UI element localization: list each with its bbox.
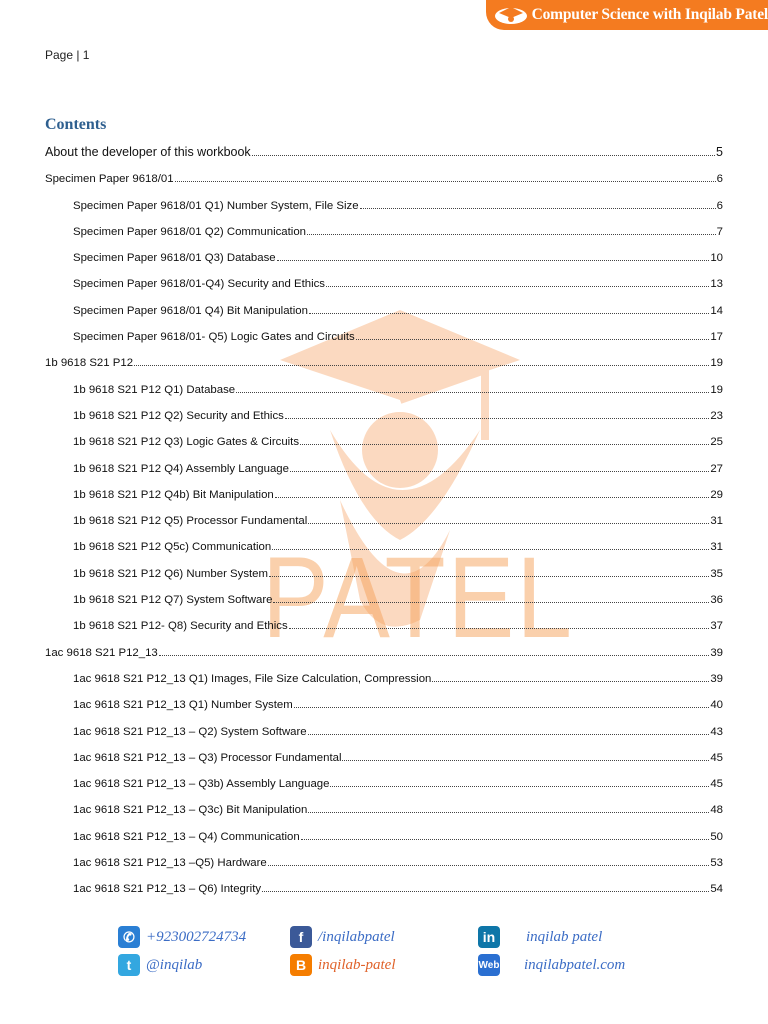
toc-dot-leader: [342, 760, 709, 761]
toc-entry-page: 40: [710, 699, 723, 712]
toc-entry-title: About the developer of this workbook: [45, 145, 251, 159]
toc-entry-page: 14: [710, 304, 723, 317]
toc-entry-title: 1b 9618 S21 P12 Q4b) Bit Manipulation: [73, 488, 274, 501]
toc-entry[interactable]: [45, 870, 723, 896]
web-text: inqilabpatel.com: [524, 956, 626, 973]
banner-title: Computer Science with Inqilab Patel: [531, 6, 768, 23]
toc-dot-leader: [308, 812, 709, 813]
toc-entry-page: 35: [710, 567, 723, 580]
toc-dot-leader: [300, 444, 709, 445]
toc-entry-page: 43: [710, 725, 723, 738]
toc-dot-leader: [262, 891, 709, 892]
linkedin-text: inqilab patel: [526, 928, 603, 945]
toc-entry-title: 1b 9618 S21 P12 Q3) Logic Gates & Circuits: [73, 436, 300, 449]
toc-entry-title: Specimen Paper 9618/01- Q5) Logic Gates and Circuits: [73, 331, 355, 344]
toc-dot-leader: [269, 576, 709, 577]
toc-entry-page: 39: [710, 672, 723, 685]
toc-entry-title: 1ac 9618 S21 P12_13 – Q4) Communication: [73, 830, 300, 843]
toc-entry-page: 10: [710, 252, 723, 265]
toc-dot-leader: [330, 786, 709, 787]
blogger-contact[interactable]: [290, 954, 396, 976]
toc-entry-page: 27: [710, 462, 723, 475]
toc-entry-page: 7: [716, 225, 723, 238]
toc-dot-leader: [268, 865, 710, 866]
toc-dot-leader: [273, 602, 709, 603]
toc-dot-leader: [294, 707, 710, 708]
toc-dot-leader: [290, 471, 709, 472]
toc-entry[interactable]: [45, 213, 723, 239]
graduate-logo-icon: [490, 1, 532, 29]
toc-dot-leader: [309, 313, 709, 314]
toc-entry-title: 1b 9618 S21 P12 Q1) Database: [73, 383, 236, 396]
facebook-icon: f: [290, 926, 312, 948]
toc-entry-title: 1ac 9618 S21 P12_13 – Q3b) Assembly Language: [73, 778, 330, 791]
toc-entry[interactable]: [45, 186, 723, 212]
toc-entry-page: 23: [710, 409, 723, 422]
toc-entry-title: Specimen Paper 9618/01 Q3) Database: [73, 252, 276, 265]
twitter-contact[interactable]: [118, 954, 202, 976]
footer-contacts: [118, 922, 678, 978]
toc-entry-page: 39: [710, 646, 723, 659]
toc-entry-page: 48: [710, 804, 723, 817]
linkedin-contact[interactable]: [478, 926, 602, 948]
toc-entry-title: 1b 9618 S21 P12 Q5) Processor Fundamental: [73, 515, 308, 528]
watermark-text: PATEL: [262, 533, 574, 663]
toc-dot-leader: [236, 392, 709, 393]
toc-entry-page: 25: [710, 436, 723, 449]
toc-entry[interactable]: [45, 791, 723, 817]
toc-entry[interactable]: [45, 318, 723, 344]
facebook-text: /inqilabpatel: [318, 928, 395, 945]
toc-dot-leader: [285, 418, 709, 419]
toc-dot-leader: [307, 234, 716, 235]
toc-entry[interactable]: [45, 140, 723, 160]
toc-dot-leader: [289, 628, 710, 629]
toc-entry[interactable]: [45, 160, 723, 186]
toc-dot-leader: [308, 523, 709, 524]
toc-entry-page: 53: [710, 857, 723, 870]
web-contact[interactable]: [478, 954, 625, 976]
toc-entry-page: 50: [710, 830, 723, 843]
toc-entry[interactable]: [45, 502, 723, 528]
toc-entry-page: 31: [710, 541, 723, 554]
web-icon: Web: [478, 954, 500, 976]
toc-entry[interactable]: [45, 449, 723, 475]
toc-entry-title: 1b 9618 S21 P12 Q7) System Software: [73, 594, 273, 607]
toc-entry-title: 1b 9618 S21 P12: [45, 357, 134, 370]
toc-entry[interactable]: [45, 528, 723, 554]
toc-entry-title: Specimen Paper 9618/01: [45, 173, 174, 186]
toc-entry[interactable]: [45, 265, 723, 291]
toc-entry[interactable]: [45, 607, 723, 633]
table-of-contents: [45, 140, 723, 896]
toc-entry-title: 1ac 9618 S21 P12_13 Q1) Images, File Size Calculation, Compression: [73, 672, 432, 685]
toc-entry-page: 37: [710, 620, 723, 633]
header-banner: [486, 0, 768, 30]
phone-text: +923002724734: [146, 928, 247, 945]
toc-entry-title: 1b 9618 S21 P12- Q8) Security and Ethics: [73, 620, 288, 633]
toc-entry[interactable]: [45, 370, 723, 396]
toc-entry[interactable]: [45, 660, 723, 686]
toc-dot-leader: [432, 681, 709, 682]
toc-entry-title: 1b 9618 S21 P12 Q2) Security and Ethics: [73, 409, 284, 422]
toc-entry[interactable]: [45, 423, 723, 449]
toc-entry[interactable]: [45, 554, 723, 580]
toc-dot-leader: [159, 655, 710, 656]
toc-entry-page: 54: [710, 883, 723, 896]
toc-entry-title: 1b 9618 S21 P12 Q4) Assembly Language: [73, 462, 289, 475]
toc-dot-leader: [252, 155, 715, 156]
toc-entry[interactable]: [45, 581, 723, 607]
toc-entry[interactable]: [45, 765, 723, 791]
toc-entry[interactable]: [45, 686, 723, 712]
toc-dot-leader: [326, 286, 709, 287]
toc-entry-title: 1b 9618 S21 P12 Q6) Number System: [73, 567, 269, 580]
toc-dot-leader: [275, 497, 710, 498]
toc-dot-leader: [272, 549, 709, 550]
toc-entry[interactable]: [45, 633, 723, 659]
toc-entry-page: 19: [710, 383, 723, 396]
toc-entry-title: Specimen Paper 9618/01 Q4) Bit Manipulation: [73, 304, 308, 317]
toc-entry-page: 29: [710, 488, 723, 501]
toc-entry[interactable]: [45, 476, 723, 502]
twitter-text: @inqilab: [146, 956, 203, 973]
toc-dot-leader: [301, 839, 710, 840]
toc-entry[interactable]: [45, 291, 723, 317]
toc-entry[interactable]: [45, 397, 723, 423]
toc-entry[interactable]: [45, 344, 723, 370]
toc-entry-title: 1ac 9618 S21 P12_13 –Q5) Hardware: [73, 857, 267, 870]
toc-dot-leader: [360, 208, 716, 209]
blogger-icon: B: [290, 954, 312, 976]
phone-contact[interactable]: [118, 926, 246, 948]
toc-dot-leader: [277, 260, 710, 261]
facebook-contact[interactable]: [290, 926, 395, 948]
toc-entry-title: 1ac 9618 S21 P12_13 – Q2) System Software: [73, 725, 307, 738]
toc-entry-title: 1ac 9618 S21 P12_13 – Q3c) Bit Manipulation: [73, 804, 308, 817]
toc-entry-page: 6: [716, 173, 723, 186]
page-number: Page | 1: [45, 48, 90, 62]
toc-entry-page: 19: [710, 357, 723, 370]
toc-entry[interactable]: [45, 239, 723, 265]
toc-entry-page: 31: [710, 515, 723, 528]
toc-entry-page: 45: [710, 751, 723, 764]
toc-entry-page: 17: [710, 331, 723, 344]
toc-entry-title: Specimen Paper 9618/01 Q2) Communication: [73, 225, 307, 238]
toc-entry-page: 6: [716, 199, 723, 212]
contents-heading: Contents: [45, 116, 107, 133]
linkedin-icon: in: [478, 926, 500, 948]
toc-dot-leader: [356, 339, 710, 340]
toc-entry[interactable]: [45, 844, 723, 870]
toc-entry[interactable]: [45, 712, 723, 738]
toc-entry-title: Specimen Paper 9618/01 Q1) Number System, File Size: [73, 199, 359, 212]
phone-icon: ✆: [118, 926, 140, 948]
toc-entry-title: 1ac 9618 S21 P12_13 – Q6) Integrity: [73, 883, 262, 896]
toc-dot-leader: [134, 365, 709, 366]
toc-entry-title: 1ac 9618 S21 P12_13: [45, 646, 158, 659]
toc-entry-title: 1b 9618 S21 P12 Q5c) Communication: [73, 541, 272, 554]
toc-dot-leader: [308, 734, 710, 735]
toc-entry-page: 36: [710, 594, 723, 607]
toc-entry-title: 1ac 9618 S21 P12_13 Q1) Number System: [73, 699, 293, 712]
twitter-icon: t: [118, 954, 140, 976]
toc-dot-leader: [175, 181, 716, 182]
toc-entry[interactable]: [45, 817, 723, 843]
toc-entry-page: 5: [716, 145, 723, 159]
toc-entry-page: 13: [710, 278, 723, 291]
toc-entry-title: 1ac 9618 S21 P12_13 – Q3) Processor Fundamental: [73, 751, 342, 764]
toc-entry[interactable]: [45, 739, 723, 765]
toc-entry-page: 45: [710, 778, 723, 791]
toc-entry-title: Specimen Paper 9618/01-Q4) Security and Ethics: [73, 278, 325, 291]
blogger-text: inqilab-patel: [318, 956, 396, 973]
